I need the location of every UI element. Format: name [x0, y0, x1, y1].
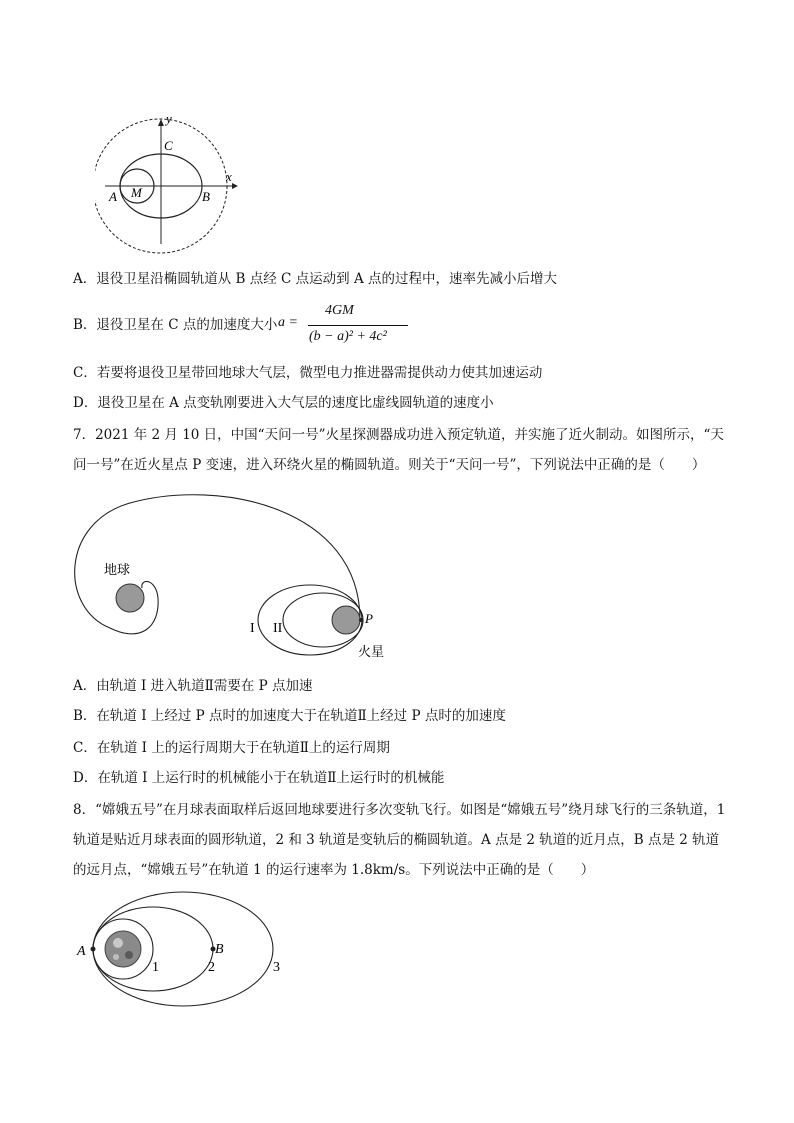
label-b: B [202, 189, 210, 204]
q8-stem-line2: 轨道是贴近月球表面的圆形轨道，2 和 3 轨道是变轨后的椭圆轨道。A 点是 2 轨道的近月点，B 点是 2 轨道 [73, 832, 720, 848]
label-m: M [131, 185, 142, 200]
moon-crater [113, 938, 123, 948]
label-orbit-3: 3 [273, 960, 280, 975]
q7-stem-line2: 问一号”在近火星点 P 变速，进入环绕火星的椭圆轨道。则关于“天问一号”，下列说法中正确的是（ ） [73, 457, 706, 473]
label-mars: 火星 [358, 644, 385, 659]
formula-numerator: 4GM [325, 303, 354, 318]
label-orbit-one: I [250, 621, 255, 636]
q6-option-c: C．若要将退役卫星带回地球大气层，微型电力推进器需提供动力使其加速运动 [73, 365, 543, 381]
point-p-dot [359, 618, 363, 622]
q7-option-a: A．由轨道 I 进入轨道Ⅱ需要在 P 点加速 [73, 678, 313, 694]
y-axis-arrow [158, 119, 164, 126]
q6-option-b: B．退役卫星在 C 点的加速度大小 [73, 317, 278, 333]
moon-crater [125, 951, 133, 959]
label-a: A [77, 944, 86, 959]
label-c: C [164, 138, 173, 153]
formula-lhs: a = [278, 315, 298, 330]
q7-stem-line1: 7．2021 年 2 月 10 日，中国“天问一号”火星探测器成功进入预定轨道，并实施了近火制动。如图所示，“天 [73, 427, 724, 443]
label-a: A [109, 189, 117, 204]
mars [332, 606, 360, 634]
moon-crater [113, 954, 119, 960]
label-b: B [215, 942, 224, 957]
moon [105, 931, 141, 967]
q7-option-c: C．在轨道 I 上的运行周期大于在轨道Ⅱ上的运行周期 [73, 740, 390, 756]
earth [116, 584, 144, 612]
q6-option-a: A．退役卫星沿椭圆轨道从 B 点经 C 点运动到 A 点的过程中，速率先减小后增大 [73, 271, 557, 287]
q6-option-d: D．退役卫星在 A 点变轨刚要进入大气层的速度比虚线圆轨道的速度小 [73, 395, 494, 411]
x-axis-arrow [232, 183, 238, 189]
formula-denominator: (b − a)² + 4c² [309, 329, 387, 344]
orbit-diagram-tianwen [60, 478, 400, 668]
q8-stem-line1: 8．“嫦娥五号”在月球表面取样后返回地球要进行多次变轨飞行。如图是“嫦娥五号”绕月球飞行的三条轨道，1 [73, 802, 726, 818]
fraction-bar [308, 325, 408, 326]
point-a-dot [91, 947, 96, 952]
orbit-diagram-change5 [72, 885, 302, 1015]
label-p: P [365, 611, 373, 626]
label-y: y [166, 111, 172, 126]
q7-option-d: D．在轨道 I 上运行时的机械能小于在轨道Ⅱ上运行时的机械能 [73, 770, 445, 786]
q7-option-b: B．在轨道 I 上经过 P 点时的加速度大于在轨道Ⅱ上经过 P 点时的加速度 [73, 708, 506, 724]
q8-stem-line3: 的远月点，“嫦娥五号”在轨道 1 的运行速率为 1.8km/s。下列说法中正确的是（ ） [73, 862, 595, 878]
label-earth: 地球 [104, 562, 131, 577]
label-orbit-1: 1 [152, 960, 159, 975]
orbit-diagram-satellite [95, 110, 245, 270]
label-orbit-two: II [273, 621, 283, 636]
label-orbit-2: 2 [208, 960, 215, 975]
label-x: x [226, 169, 232, 184]
